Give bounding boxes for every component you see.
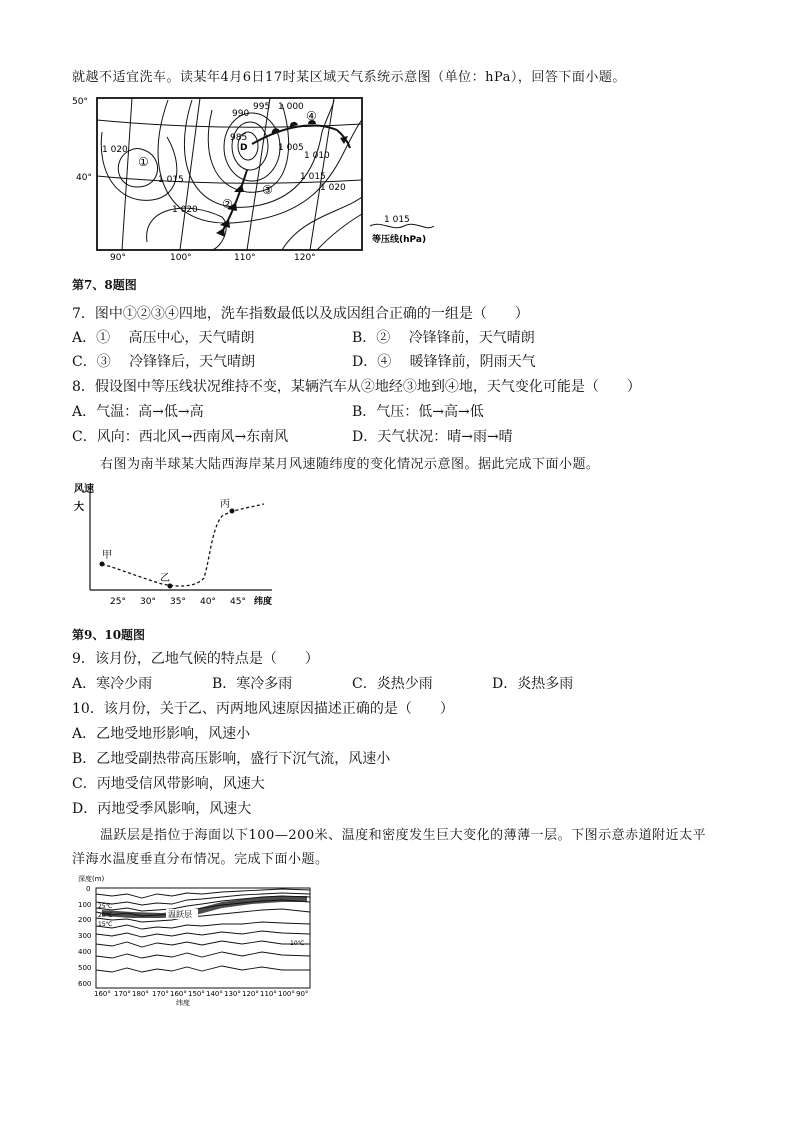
q8-option-a[interactable]: A．气温：高→低→高 [72,404,204,420]
legend-value: 1 015 [384,215,410,225]
marker-3: ③ [262,183,273,197]
lon-tick: 150° [188,990,205,998]
q7-option-c[interactable]: C．③ 冷锋锋后，天气晴朗 [72,354,256,370]
ocean-temperature-figure [72,872,317,1006]
point-label-jia: 甲 [102,550,112,561]
isobar-label: 1 015 [158,175,184,185]
lon-tick: 120° [242,990,259,998]
intro2-text: 右图为南半球某大陆西海岸某月风速随纬度的变化情况示意图。据此完成下面小题。 [100,457,600,472]
q7-option-b[interactable]: B．② 冷锋锋前，天气晴朗 [352,330,535,346]
q9-option-c[interactable]: C．炎热少雨 [352,676,433,692]
q8-option-c[interactable]: C．风向：西北风→西南风→东南风 [72,429,289,445]
y-tick-large: 大 [74,502,84,513]
lon-tick: 130° [224,990,241,998]
intro-text: 就越不适宜洗车。读某年4月6日17时某区域天气系统示意图（单位：hPa），回答下面小题。 [72,70,626,85]
weather-map-figure [72,92,442,264]
point-label-yi: 乙 [160,573,170,584]
x-label: 纬度 [254,597,273,607]
depth-tick: 200 [78,916,92,924]
q7-option-d[interactable]: D．④ 暖锋锋前，阴雨天气 [352,354,536,370]
thermocline-band [102,896,307,918]
isotherm-label: 15℃ [98,921,113,928]
q7-option-a[interactable]: A．① 高压中心，天气晴朗 [72,330,255,346]
lon-tick: 180° [132,990,149,998]
isotherm-label: 10℃ [290,940,305,947]
lon-tick: 160° [170,990,187,998]
depth-tick: 400 [78,948,92,956]
wind-speed-figure [72,478,282,610]
depth-tick: 100 [78,901,92,909]
lon-tick: 100° [278,990,295,998]
q10-option-c[interactable]: C．丙地受信风带影响，风速大 [72,776,265,792]
marker-1: ① [138,155,149,169]
lon-tick: 160° [94,990,111,998]
isobar-label: 1 005 [278,143,304,153]
marker-4: ④ [306,109,317,123]
q10-option-a[interactable]: A．乙地受地形影响，风速小 [72,726,251,742]
x-axis-label: 纬度 [176,999,190,1006]
longitude-ticks [94,990,308,998]
isobar-label: 1 020 [172,205,198,215]
q9-option-d[interactable]: D．炎热多雨 [492,676,574,692]
depth-tick: 500 [78,964,92,972]
depth-tick: 0 [86,885,91,893]
fig2-caption: 第9、10题图 [72,628,146,642]
q8-stem: 8．假设图中等压线状况维持不变，某辆汽车从②地经③地到④地，天气变化可能是（ ） [72,379,641,395]
isobar-label: 1 020 [102,145,128,155]
thermocline-label: 温跃层 [168,910,192,919]
point-label-bing: 丙 [220,499,230,510]
q9-option-b[interactable]: B．寒冷多雨 [212,676,293,692]
intro3-text-line2: 洋海水温度垂直分布情况。完成下面小题。 [72,852,329,867]
q9-stem: 9．该月份，乙地气候的特点是（ ） [72,651,319,667]
point-jia [100,562,105,567]
q10-option-b[interactable]: B．乙地受副热带高压影响，盛行下沉气流，风速小 [72,751,391,767]
depth-tick: 300 [78,932,92,940]
lon-label-100: 100° [170,253,192,263]
depth-ticks [78,885,91,988]
isobar-label: 995 [253,102,271,112]
point-yi [168,584,173,589]
fig1-caption: 第7、8题图 [72,278,137,292]
wind-speed-curve [102,504,264,586]
x-tick: 25° [110,597,126,607]
depth-tick: 600 [78,980,92,988]
isotherm-label: 20℃ [98,912,113,919]
x-tick: 40° [200,597,216,607]
q7-stem: 7．图中①②③④四地，洗车指数最低以及成因组合正确的一组是（ ） [72,306,529,322]
marker-2: ② [222,197,233,211]
lon-tick: 170° [152,990,169,998]
isobar-label: 1 010 [304,151,330,161]
isotherm-label: 25℃ [98,903,113,910]
lat-label-50: 50° [72,97,88,107]
point-bing [230,509,235,514]
lon-label-120: 120° [294,253,316,263]
lon-tick: 170° [114,990,131,998]
lon-tick: 140° [206,990,223,998]
intro3-text-line1: 温跃层是指位于海面以下100—200米、温度和密度发生巨大变化的薄薄一层。下图示意赤道附近太平 [100,828,707,843]
q8-option-b[interactable]: B．气压：低→高→低 [352,404,484,420]
lon-label-110: 110° [234,253,256,263]
isobar-label: 1 015 [300,172,326,182]
y-label: 风速 [74,484,94,495]
x-tick: 45° [230,597,246,607]
x-tick: 35° [170,597,186,607]
plot-frame [96,888,310,988]
q10-option-d[interactable]: D．丙地受季风影响，风速大 [72,801,252,817]
isobar-label: 985 [230,133,248,143]
q9-option-a[interactable]: A．寒冷少雨 [72,676,153,692]
legend-label: 等压线(hPa) [372,235,427,245]
isobar-label: 990 [232,109,250,119]
lon-label-90: 90° [110,253,126,263]
q8-option-d[interactable]: D．天气状况：晴→雨→晴 [352,429,513,445]
x-tick: 30° [140,597,156,607]
svg-text:D: D [240,143,248,153]
lat-label-40: 40° [76,173,92,183]
isobar-label: 1 020 [320,183,346,193]
depth-label: 深度(m) [78,875,105,883]
lon-tick: 110° [260,990,277,998]
lon-tick: 90° [296,990,309,998]
isobar-label: 1 000 [278,102,304,112]
q10-stem: 10．该月份，关于乙、丙两地风速原因描述正确的是（ ） [72,701,454,717]
